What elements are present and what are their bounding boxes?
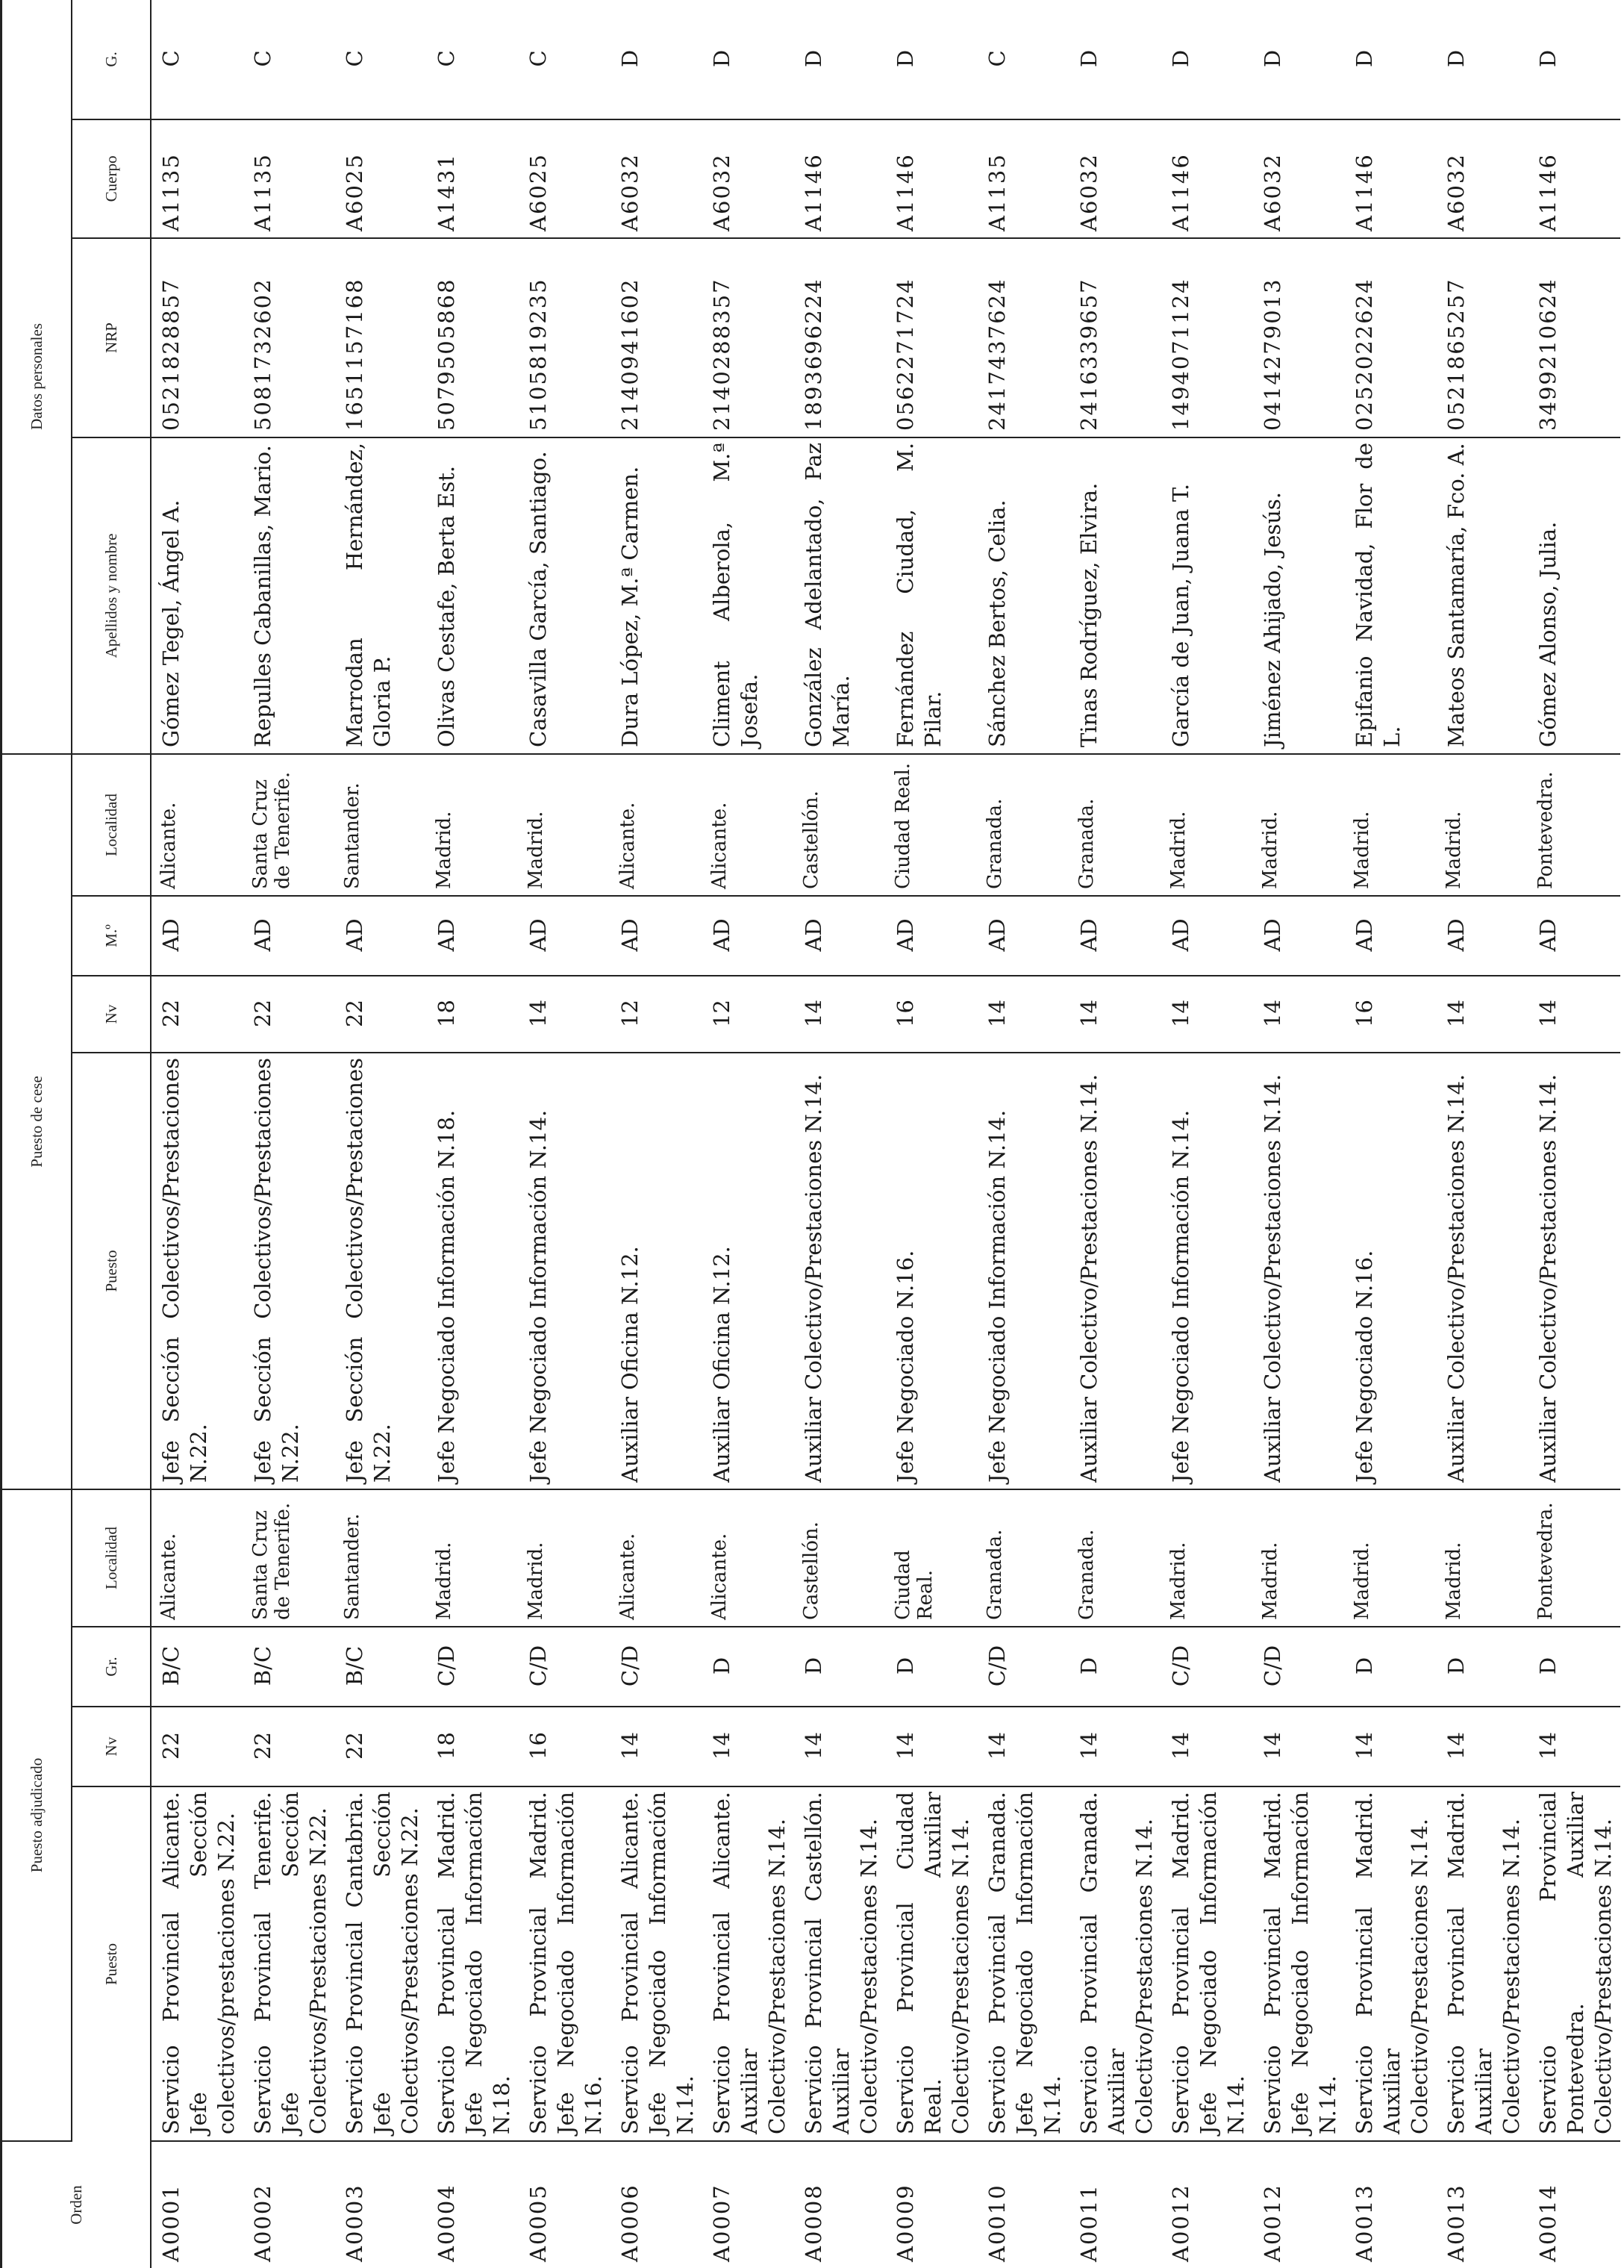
g-cell: D [886, 0, 978, 119]
orden-cell: A0009 [893, 2184, 918, 2262]
cese-mo-cell: AD [794, 896, 886, 976]
g-cell: C [243, 0, 335, 119]
header-cese-localidad: Localidad [72, 754, 151, 896]
header-nombre: Apellidos y nombre [72, 437, 151, 754]
adjudicado-gr-cell: B/C [243, 1627, 335, 1707]
cuerpo-cell: A6032 [702, 119, 794, 238]
adjudicado-nv-cell: 22 [243, 1707, 335, 1786]
adjudicado-puesto-cell: Servicio Provincial Madrid. Auxiliar Colectivo/Prestaciones N.14. [1437, 1786, 1528, 2141]
cese-nv-cell: 14 [1437, 976, 1528, 1053]
adjudicado-localidad-cell: Alicante. [151, 1489, 243, 1627]
table-row [978, 0, 1069, 2268]
orden-cell: A0006 [617, 2184, 643, 2262]
adjudicado-gr-cell: C/D [519, 1627, 610, 1707]
table-row [243, 0, 335, 2268]
adjudicado-puesto-cell: Servicio Provincial Alicante. Auxiliar Colectivo/Prestaciones N.14. [702, 1786, 794, 2141]
g-cell: D [1161, 0, 1253, 119]
cese-mo-cell: AD [610, 896, 702, 976]
cuerpo-cell: A1135 [243, 119, 335, 238]
adjudicado-gr-cell: C/D [1161, 1627, 1253, 1707]
orden-cell: A0012 [1168, 2184, 1193, 2262]
table-row [335, 0, 427, 2268]
cese-mo-cell: AD [1069, 896, 1161, 976]
cese-nv-cell: 14 [1161, 976, 1253, 1053]
g-cell: D [794, 0, 886, 119]
orden-cell: A0008 [801, 2184, 826, 2262]
g-cell: C [335, 0, 427, 119]
header-adj-localidad: Localidad [72, 1489, 151, 1627]
cese-mo-cell: AD [1437, 896, 1528, 976]
adjudicado-puesto-cell: Servicio Provincial Madrid. Jefe Negociado Información N.14. [1161, 1786, 1253, 2141]
adjudicado-localidad-cell: Madrid. [1345, 1489, 1437, 1627]
orden-cell: A0005 [525, 2184, 551, 2262]
nombre-cell: Repulles Cabanillas, Mario. [243, 437, 335, 754]
adjudicado-puesto-cell: Servicio Provincial Madrid. Jefe Negociado Información N.18. [427, 1786, 519, 2141]
cese-nv-cell: 22 [335, 976, 427, 1053]
cese-localidad-cell: Madrid. [1253, 754, 1345, 896]
header-cese-nv: Nv [72, 976, 151, 1053]
header-cese-puesto: Puesto [72, 1053, 151, 1489]
nombre-cell: Climent Alberola, M.ª Josefa. [702, 437, 794, 754]
table-row [886, 0, 978, 2268]
g-cell: D [610, 0, 702, 119]
nombre-cell: Dura López, M.ª Carmen. [610, 437, 702, 754]
orden-cell: A0011 [1076, 2184, 1102, 2262]
header-adj-nv: Nv [72, 1707, 151, 1786]
g-cell: C [151, 0, 243, 119]
adjudicado-nv-cell: 14 [1345, 1707, 1437, 1786]
adjudicado-localidad-cell: Alicante. [610, 1489, 702, 1627]
cese-puesto-cell: Auxiliar Colectivo/Prestaciones N.14. [1437, 1053, 1528, 1489]
cese-puesto-cell: Jefe Negociado Información N.18. [427, 1053, 519, 1489]
adjudicado-localidad-cell: Alicante. [702, 1489, 794, 1627]
orden-cell: A0007 [709, 2184, 734, 2262]
nrp-cell: 0562271724 [886, 238, 978, 437]
header-orden: Orden [1, 2141, 152, 2268]
adjudicado-gr-cell: B/C [151, 1627, 243, 1707]
cese-puesto-cell: Auxiliar Colectivo/Prestaciones N.14. [1253, 1053, 1345, 1489]
cese-localidad-cell: Madrid. [1161, 754, 1253, 896]
cese-localidad-cell: Ciudad Real. [886, 754, 978, 896]
cese-mo-cell: AD [702, 896, 794, 976]
nrp-cell: 2417437624 [978, 238, 1069, 437]
orden-cell: A0013 [1443, 2184, 1469, 2262]
cese-localidad-cell: Santa Cruz de Tenerife. [243, 754, 335, 896]
nrp-cell: 2416339657 [1069, 238, 1161, 437]
g-cell: C [519, 0, 610, 119]
adjudicado-localidad-cell: Madrid. [519, 1489, 610, 1627]
adjudicado-localidad-cell: Madrid. [1437, 1489, 1528, 1627]
cese-puesto-cell: Jefe Negociado Información N.14. [1161, 1053, 1253, 1489]
cese-puesto-cell: Auxiliar Colectivo/Prestaciones N.14. [1528, 1053, 1620, 1489]
adjudicado-puesto-cell: Servicio Provincial Granada. Auxiliar Colectivo/Prestaciones N.14. [1069, 1786, 1161, 2141]
g-cell: D [702, 0, 794, 119]
cese-puesto-cell: Auxiliar Oficina N.12. [702, 1053, 794, 1489]
cese-nv-cell: 14 [978, 976, 1069, 1053]
adjudicado-nv-cell: 14 [886, 1707, 978, 1786]
cese-puesto-cell: Jefe Negociado N.16. [886, 1053, 978, 1489]
orden-cell: A0001 [158, 2184, 184, 2262]
orden-cell: A0003 [342, 2184, 367, 2262]
cuerpo-cell: A1146 [794, 119, 886, 238]
table-row [794, 0, 886, 2268]
header-cuerpo: Cuerpo [72, 119, 151, 238]
adjudicado-gr-cell: D [1069, 1627, 1161, 1707]
header-adj-puesto: Puesto [72, 1786, 151, 2141]
cese-mo-cell: AD [519, 896, 610, 976]
cese-mo-cell: AD [978, 896, 1069, 976]
cese-puesto-cell: Jefe Sección Colectivos/Prestaciones N.22. [243, 1053, 335, 1489]
adjudicado-nv-cell: 14 [978, 1707, 1069, 1786]
cese-localidad-cell: Madrid. [1345, 754, 1437, 896]
cese-mo-cell: AD [886, 896, 978, 976]
adjudicado-puesto-cell: Servicio Provincial Madrid. Jefe Negociado Información N.14. [1253, 1786, 1345, 2141]
adjudicado-localidad-cell: Pontevedra. [1528, 1489, 1620, 1627]
cese-mo-cell: AD [1253, 896, 1345, 976]
table-header [1, 0, 152, 2268]
cese-puesto-cell: Jefe Negociado Información N.14. [978, 1053, 1069, 1489]
adjudicado-puesto-cell: Servicio Provincial Castellón. Auxiliar Colectivo/Prestaciones N.14. [794, 1786, 886, 2141]
cese-mo-cell: AD [243, 896, 335, 976]
group-header-puesto-cese: Puesto de cese [1, 754, 72, 1489]
cuerpo-cell: A1146 [1161, 119, 1253, 238]
adjudicado-nv-cell: 16 [519, 1707, 610, 1786]
adjudicado-gr-cell: C/D [610, 1627, 702, 1707]
cese-puesto-cell: Jefe Sección Colectivos/Prestaciones N.22. [151, 1053, 243, 1489]
cuerpo-cell: A1146 [1528, 119, 1620, 238]
cese-nv-cell: 22 [243, 976, 335, 1053]
table-row [702, 0, 794, 2268]
nrp-cell: 2140288357 [702, 238, 794, 437]
nombre-cell: Jiménez Ahijado, Jesús. [1253, 437, 1345, 754]
nrp-cell: 5105819235 [519, 238, 610, 437]
nrp-cell: 2140941602 [610, 238, 702, 437]
nrp-cell: 0414279013 [1253, 238, 1345, 437]
adjudicado-localidad-cell: Granada. [1069, 1489, 1161, 1627]
table-row [1437, 0, 1528, 2268]
group-header-datos-personales: Datos personales [1, 0, 72, 754]
cese-mo-cell: AD [335, 896, 427, 976]
cese-localidad-cell: Granada. [1069, 754, 1161, 896]
cese-localidad-cell: Granada. [978, 754, 1069, 896]
nombre-cell: García de Juan, Juana T. [1161, 437, 1253, 754]
adjudicado-gr-cell: D [1437, 1627, 1528, 1707]
adjudicado-gr-cell: D [1528, 1627, 1620, 1707]
orden-cell: A0002 [250, 2184, 275, 2262]
cese-puesto-cell: Auxiliar Oficina N.12. [610, 1053, 702, 1489]
cese-nv-cell: 12 [702, 976, 794, 1053]
adjudicado-nv-cell: 14 [702, 1707, 794, 1786]
cuerpo-cell: A6032 [1069, 119, 1161, 238]
adjudicado-puesto-cell: Servicio Provincial Granada. Jefe Negociado Información N.14. [978, 1786, 1069, 2141]
orden-cell: A0010 [984, 2184, 1010, 2262]
adjudicado-puesto-cell: Servicio Provincial Cantabria. Jefe Sección Colectivos/Prestaciones N.22. [335, 1786, 427, 2141]
nombre-cell: González Adelantado, Paz María. [794, 437, 886, 754]
nrp-cell: 0252022624 [1345, 238, 1437, 437]
header-nrp: NRP [72, 238, 151, 437]
cuerpo-cell: A6032 [1437, 119, 1528, 238]
adjudicado-gr-cell: C/D [978, 1627, 1069, 1707]
adjudicado-gr-cell: C/D [427, 1627, 519, 1707]
adjudicado-puesto-cell: Servicio Provincial Madrid. Jefe Negociado Información N.16. [519, 1786, 610, 2141]
adjudicado-nv-cell: 14 [794, 1707, 886, 1786]
cese-mo-cell: AD [427, 896, 519, 976]
group-header-puesto-adjudicado: Puesto adjudicado [1, 1489, 72, 2141]
g-cell: D [1528, 0, 1620, 119]
nombre-cell: Casavilla García, Santiago. [519, 437, 610, 754]
orden-cell: A0013 [1352, 2184, 1377, 2262]
adjudicado-localidad-cell: Madrid. [1161, 1489, 1253, 1627]
cese-mo-cell: AD [1528, 896, 1620, 976]
adjudicado-gr-cell: B/C [335, 1627, 427, 1707]
g-cell: C [427, 0, 519, 119]
nombre-cell: Fernández Ciudad, M. Pilar. [886, 437, 978, 754]
nrp-cell: 5081732602 [243, 238, 335, 437]
header-adj-gr: Gr. [72, 1627, 151, 1707]
header-cese-mo: M.º [72, 896, 151, 976]
nombre-cell: Mateos Santamaría, Fco. A. [1437, 437, 1528, 754]
adjudicado-gr-cell: D [794, 1627, 886, 1707]
cuerpo-cell: A6032 [1253, 119, 1345, 238]
adjudicado-nv-cell: 14 [1437, 1707, 1528, 1786]
g-cell: D [1069, 0, 1161, 119]
nombre-cell: Epifanio Navidad, Flor de L. [1345, 437, 1437, 754]
g-cell: D [1437, 0, 1528, 119]
cese-mo-cell: AD [1161, 896, 1253, 976]
cese-nv-cell: 16 [886, 976, 978, 1053]
cese-nv-cell: 14 [1528, 976, 1620, 1053]
cese-nv-cell: 14 [519, 976, 610, 1053]
adjudicado-puesto-cell: Servicio Provincial Ciudad Real. Auxiliar Colectivo/Prestaciones N.14. [886, 1786, 978, 2141]
orden-cell: A0004 [434, 2184, 459, 2262]
adjudicado-localidad-cell: Granada. [978, 1489, 1069, 1627]
cuerpo-cell: A6025 [519, 119, 610, 238]
g-cell: C [978, 0, 1069, 119]
cese-localidad-cell: Pontevedra. [1528, 754, 1620, 896]
adjudicado-gr-cell: D [1345, 1627, 1437, 1707]
nrp-cell: 1651157168 [335, 238, 427, 437]
table-row [1253, 0, 1345, 2268]
adjudicado-puesto-cell: Servicio Provincial Pontevedra. Auxiliar Colectivo/Prestaciones N.14. [1528, 1786, 1620, 2141]
cese-localidad-cell: Alicante. [610, 754, 702, 896]
nrp-cell: 5079505868 [427, 238, 519, 437]
adjudicado-gr-cell: D [886, 1627, 978, 1707]
nombre-cell: Sánchez Bertos, Celia. [978, 437, 1069, 754]
adjudicado-nv-cell: 18 [427, 1707, 519, 1786]
cese-localidad-cell: Alicante. [702, 754, 794, 896]
cese-puesto-cell: Jefe Sección Colectivos/Prestaciones N.22. [335, 1053, 427, 1489]
nombre-cell: Gómez Alonso, Julia. [1528, 437, 1620, 754]
nrp-cell: 3499210624 [1528, 238, 1620, 437]
cuerpo-cell: A1431 [427, 119, 519, 238]
cese-puesto-cell: Auxiliar Colectivo/Prestaciones N.14. [794, 1053, 886, 1489]
g-cell: D [1345, 0, 1437, 119]
orden-cell: A0012 [1260, 2184, 1285, 2262]
adjudicado-nv-cell: 14 [1253, 1707, 1345, 1786]
cese-localidad-cell: Alicante. [151, 754, 243, 896]
cese-nv-cell: 14 [1253, 976, 1345, 1053]
nrp-cell: 0521865257 [1437, 238, 1528, 437]
nombre-cell: Tinas Rodríguez, Elvira. [1069, 437, 1161, 754]
adjudicado-gr-cell: D [702, 1627, 794, 1707]
adjudicado-localidad-cell: Santa Cruz de Tenerife. [243, 1489, 335, 1627]
g-cell: D [1253, 0, 1345, 119]
cese-puesto-cell: Jefe Negociado Información N.14. [519, 1053, 610, 1489]
adjudicado-nv-cell: 14 [610, 1707, 702, 1786]
cese-nv-cell: 18 [427, 976, 519, 1053]
adjudicado-gr-cell: C/D [1253, 1627, 1345, 1707]
header-g: G. [72, 0, 151, 119]
nrp-cell: 1893696224 [794, 238, 886, 437]
cuerpo-cell: A1146 [1345, 119, 1437, 238]
table-row [1069, 0, 1161, 2268]
cuerpo-cell: A1146 [886, 119, 978, 238]
adjudicado-nv-cell: 14 [1069, 1707, 1161, 1786]
table-row [151, 0, 243, 2268]
table-row [1528, 0, 1620, 2268]
adjudicado-localidad-cell: Santander. [335, 1489, 427, 1627]
cese-localidad-cell: Castellón. [794, 754, 886, 896]
adjudicado-puesto-cell: Servicio Provincial Madrid. Auxiliar Colectivo/Prestaciones N.14. [1345, 1786, 1437, 2141]
adjudicado-puesto-cell: Servicio Provincial Alicante. Jefe Negociado Información N.14. [610, 1786, 702, 2141]
table-body [151, 0, 1620, 2268]
cese-nv-cell: 14 [794, 976, 886, 1053]
adjudicado-nv-cell: 14 [1528, 1707, 1620, 1786]
table-row [519, 0, 610, 2268]
orden-cell: A0014 [1535, 2184, 1561, 2262]
cese-puesto-cell: Jefe Negociado N.16. [1345, 1053, 1437, 1489]
table-row [1161, 0, 1253, 2268]
cuerpo-cell: A1135 [978, 119, 1069, 238]
adjudicado-nv-cell: 22 [151, 1707, 243, 1786]
nrp-cell: 0521828857 [151, 238, 243, 437]
cese-localidad-cell: Santander. [335, 754, 427, 896]
cese-nv-cell: 16 [1345, 976, 1437, 1053]
cese-localidad-cell: Madrid. [519, 754, 610, 896]
nombre-cell: Olivas Cestafe, Berta Est. [427, 437, 519, 754]
cese-nv-cell: 14 [1069, 976, 1161, 1053]
adjudicado-localidad-cell: Ciudad Real. [886, 1489, 978, 1627]
adjudicado-localidad-cell: Castellón. [794, 1489, 886, 1627]
cuerpo-cell: A6032 [610, 119, 702, 238]
adjudicado-localidad-cell: Madrid. [1253, 1489, 1345, 1627]
table-row [610, 0, 702, 2268]
cuerpo-cell: A6025 [335, 119, 427, 238]
nrp-cell: 1494071124 [1161, 238, 1253, 437]
adjudicado-nv-cell: 14 [1161, 1707, 1253, 1786]
cuerpo-cell: A1135 [151, 119, 243, 238]
table-row [427, 0, 519, 2268]
cese-mo-cell: AD [151, 896, 243, 976]
cese-localidad-cell: Madrid. [1437, 754, 1528, 896]
cese-localidad-cell: Madrid. [427, 754, 519, 896]
adjudicado-localidad-cell: Madrid. [427, 1489, 519, 1627]
adjudicado-puesto-cell: Servicio Provincial Alicante. Jefe Sección colectivos/prestaciones N.22. [151, 1786, 243, 2141]
nombre-cell: Gómez Tegel, Ángel A. [151, 437, 243, 754]
table-row [1345, 0, 1437, 2268]
nombre-cell: Marrodan Hernández, Gloria P. [335, 437, 427, 754]
cese-nv-cell: 12 [610, 976, 702, 1053]
cese-puesto-cell: Auxiliar Colectivo/Prestaciones N.14. [1069, 1053, 1161, 1489]
adjudicado-puesto-cell: Servicio Provincial Tenerife. Jefe Sección Colectivos/Prestaciones N.22. [243, 1786, 335, 2141]
cese-nv-cell: 22 [151, 976, 243, 1053]
cese-mo-cell: AD [1345, 896, 1437, 976]
adjudicado-nv-cell: 22 [335, 1707, 427, 1786]
